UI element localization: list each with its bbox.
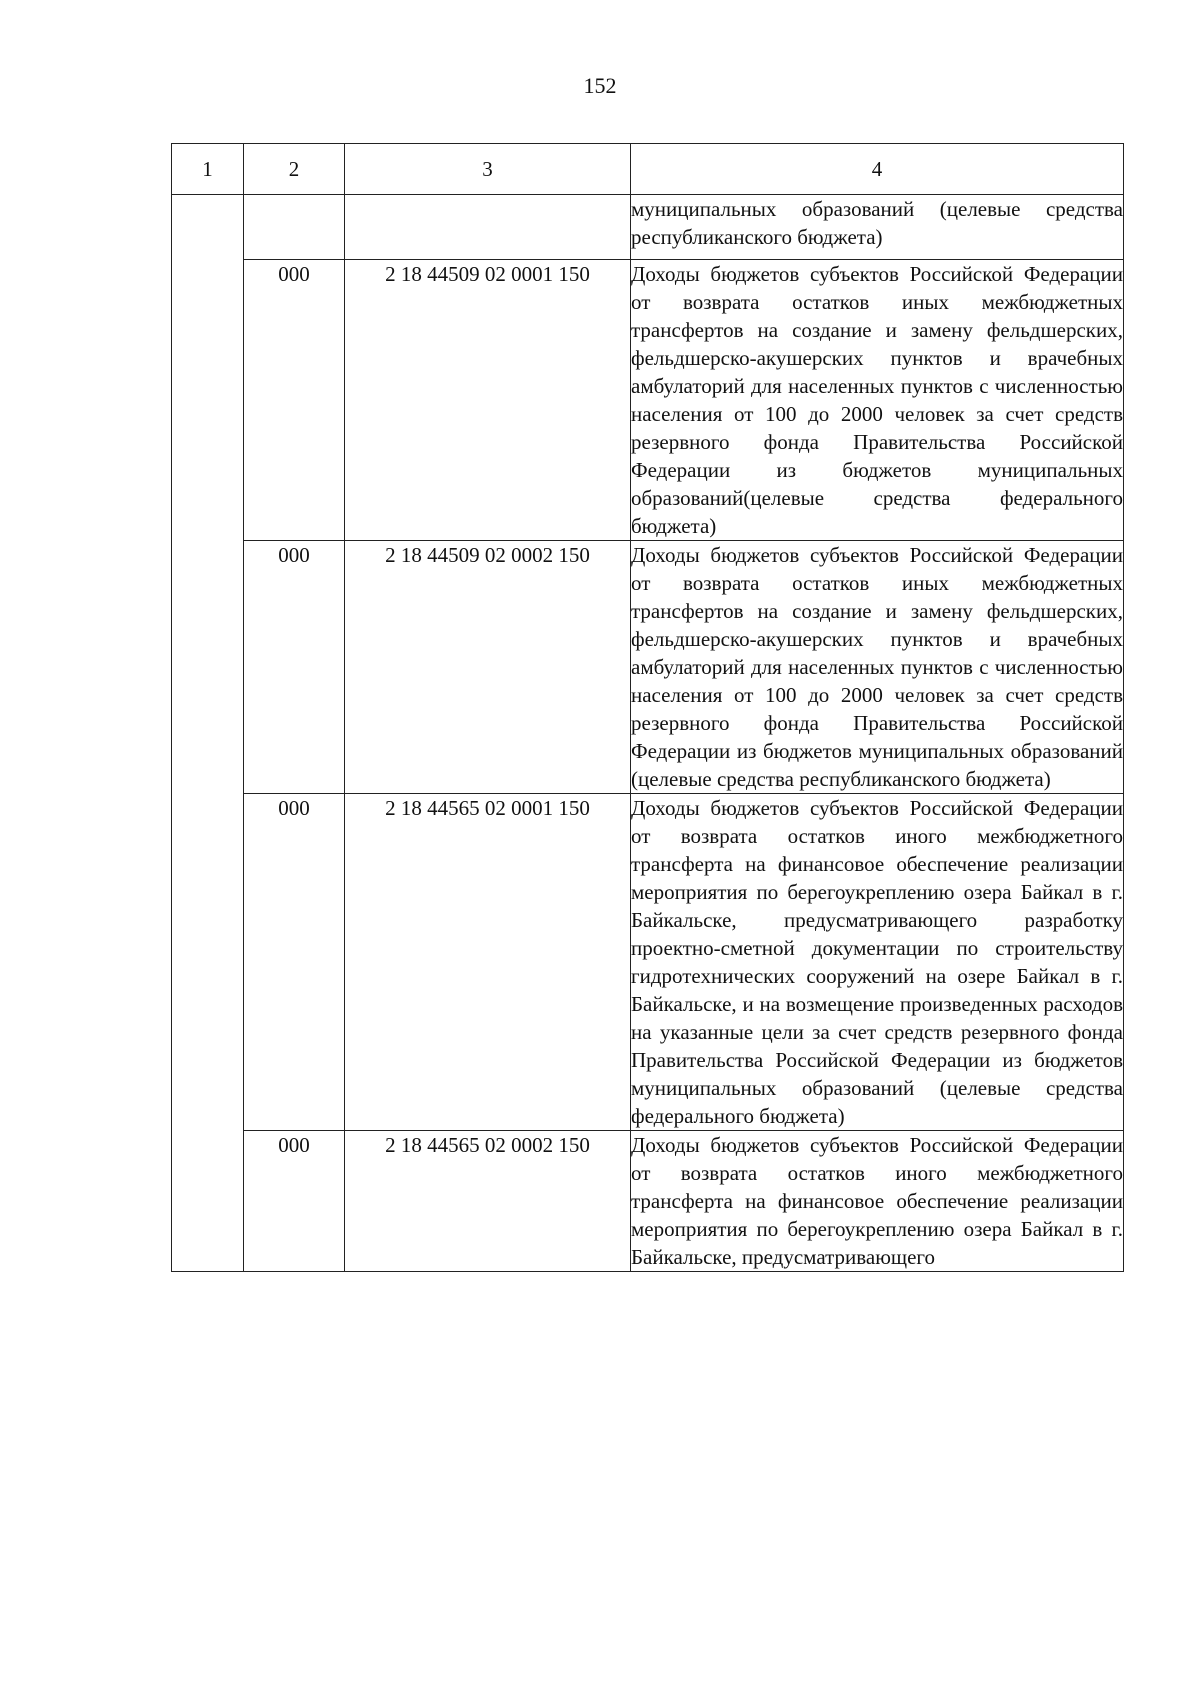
description-text: Доходы бюджетов субъектов Российской Федерации от возврата остатков иных межбюджетных трансфертов на создание и замену фельдшерских, фельдшерско-акушерских пунктов и врачебных амбулаторий для населенных пунктов с численностью населения от 100 до 2000 человек за счет средств резервного фонда Правительства Российской Федерации из бюджетов муниципальных образований(целевые средства федерального бюджета) xyxy=(631,262,1123,538)
description-cell xyxy=(631,195,1124,260)
description-text: Доходы бюджетов субъектов Российской Федерации от возврата остатков иных межбюджетных трансфертов на создание и замену фельдшерских, фельдшерско-акушерских пунктов и врачебных амбулаторий для населенных пунктов с численностью населения от 100 до 2000 человек за счет средств резервного фонда Правительства Российской Федерации из бюджетов муниципальных образований (целевые средства республиканского бюджета) xyxy=(631,543,1123,791)
column-1-merged-cell xyxy=(172,195,244,1272)
revenue-code-cell: 2 18 44565 02 0001 150 xyxy=(345,794,631,1131)
admin-code-cell: 000 xyxy=(244,1131,345,1272)
column-header-3: 3 xyxy=(345,144,631,195)
description-text: Доходы бюджетов субъектов Российской Федерации от возврата остатков иного межбюджетного трансферта на финансовое обеспечение реализации мероприятия по берегоукреплению озера Байкал в г. Байкальске, предусматривающего xyxy=(631,1133,1123,1269)
budget-classification-table xyxy=(171,143,1124,1272)
admin-code-cell: 000 xyxy=(244,794,345,1131)
admin-code-cell: 000 xyxy=(244,541,345,794)
description-cell xyxy=(631,794,1124,1131)
description-cell xyxy=(631,260,1124,541)
column-header-2: 2 xyxy=(244,144,345,195)
page-number: 152 xyxy=(583,73,617,98)
table-row xyxy=(172,541,1124,794)
revenue-code-cell xyxy=(345,195,631,260)
description-text: муниципальных образований (целевые средства республиканского бюджета) xyxy=(631,197,1123,249)
revenue-code-cell: 2 18 44509 02 0001 150 xyxy=(345,260,631,541)
column-header-1: 1 xyxy=(172,144,244,195)
revenue-code-cell: 2 18 44565 02 0002 150 xyxy=(345,1131,631,1272)
table-row xyxy=(172,195,1124,260)
table-row xyxy=(172,1131,1124,1272)
column-header-4: 4 xyxy=(631,144,1124,195)
description-cell xyxy=(631,1131,1124,1272)
description-text: Доходы бюджетов субъектов Российской Федерации от возврата остатков иного межбюджетного трансферта на финансовое обеспечение реализации мероприятия по берегоукреплению озера Байкал в г. Байкальске, предусматривающего разработку проектно-сметной документации по строительству гидротехнических сооружений на озере Байкал в г. Байкальске, и на возмещение произведенных расходов на указанные цели за счет средств резервного фонда Правительства Российской Федерации из бюджетов муниципальных образований (целевые средства федерального бюджета) xyxy=(631,796,1123,1128)
description-cell xyxy=(631,541,1124,794)
table-row xyxy=(172,794,1124,1131)
table-header-row xyxy=(172,144,1124,195)
admin-code-cell xyxy=(244,195,345,260)
revenue-code-cell: 2 18 44509 02 0002 150 xyxy=(345,541,631,794)
table-row xyxy=(172,260,1124,541)
admin-code-cell: 000 xyxy=(244,260,345,541)
